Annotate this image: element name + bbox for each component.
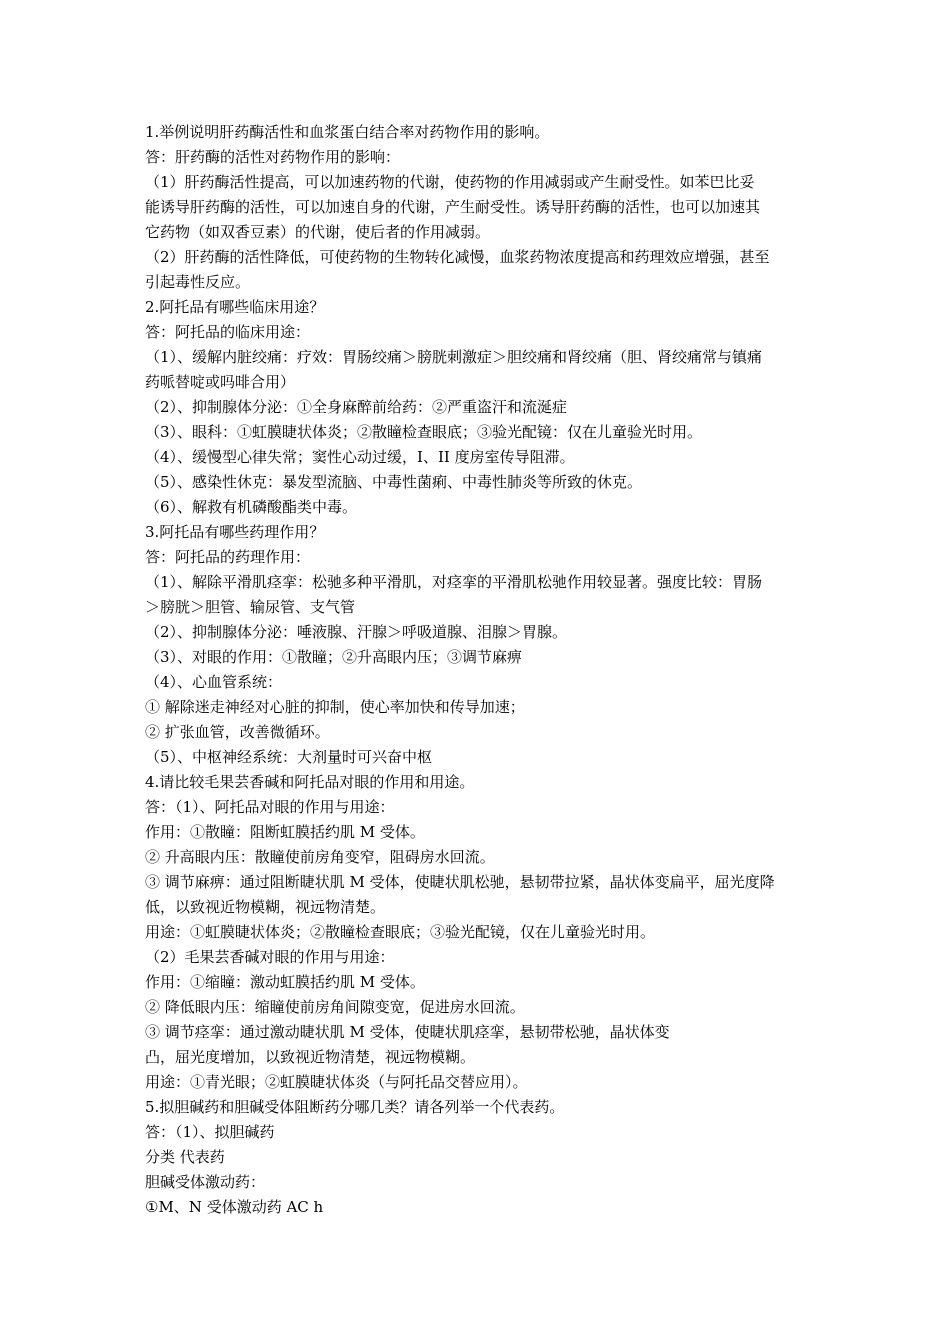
answer-line: （1）肝药酶活性提高，可以加速药物的代谢，使药物的作用减弱或产生耐受性。如苯巴比妥 — [145, 173, 755, 191]
answer-line: （1）、解除平滑肌痉挛：松驰多种平滑肌，对痉挛的平滑肌松驰作用较显著。强度比较：胃肠 — [145, 573, 763, 591]
answer-line: （2）毛果芸香碱对眼的作用与用途： — [145, 948, 395, 966]
answer-line: 能诱导肝药酶的活性，可以加速自身的代谢，产生耐受性。诱导肝药酶的活性，也可以加速其 — [145, 198, 761, 216]
question-1-title: 1.举例说明肝药酶活性和血浆蛋白结合率对药物作用的影响。 — [145, 123, 550, 141]
answer-line: 答：阿托品的药理作用： — [145, 548, 311, 566]
answer-line: （5）、感染性休克：暴发型流脑、中毒性菌痢、中毒性肺炎等所致的休克。 — [145, 473, 643, 491]
answer-line: （5）、中枢神经系统：大剂量时可兴奋中枢 — [145, 748, 433, 766]
answer-line: 作用：①散瞳：阻断虹膜括约肌 M 受体。 — [145, 823, 425, 841]
answer-line: 引起毒性反应。 — [145, 273, 251, 291]
answer-line: 用途：①青光眼；②虹膜睫状体炎（与阿托品交替应用）。 — [145, 1073, 528, 1091]
answer-line: （2）、抑制腺体分泌：唾液腺、汗腺＞呼吸道腺、泪腺＞胃腺。 — [145, 623, 568, 641]
answer-line: 胆碱受体激动药： — [145, 1173, 266, 1191]
question-5-title: 5.拟胆碱药和胆碱受体阻断药分哪几类？请各列举一个代表药。 — [145, 1098, 565, 1116]
answer-line: （2）肝药酶的活性降低，可使药物的生物转化减慢，血浆药物浓度提高和药理效应增强，甚至 — [145, 248, 770, 266]
answer-line: 用途：①虹膜睫状体炎；②散瞳检查眼底；③验光配镜，仅在儿童验光时用。 — [145, 923, 656, 941]
answer-line: ③ 调节麻痹：通过阻断睫状肌 M 受体，使睫状肌松驰，悬韧带拉紧，晶状体变扁平，屈光度降 — [145, 873, 775, 891]
answer-line: 凸，屈光度增加，以致视近物清楚，视远物模糊。 — [145, 1048, 476, 1066]
question-4-title: 4.请比较毛果芸香碱和阿托品对眼的作用和用途。 — [145, 773, 475, 791]
answer-line: 它药物（如双香豆素）的代谢，使后者的作用减弱。 — [145, 223, 491, 241]
answer-line: ＞膀胱＞胆管、输尿管、支气管 — [145, 598, 356, 616]
answer-line: ③ 调节痉挛：通过激动睫状肌 M 受体，使睫状肌痉挛，悬韧带松驰，晶状体变 — [145, 1023, 670, 1041]
answer-line: ② 扩张血管，改善微循环。 — [145, 723, 330, 741]
answer-line: 答：肝药酶的活性对药物作用的影响： — [145, 148, 401, 166]
answer-line: ①M、N 受体激动药 AC h — [145, 1198, 324, 1216]
answer-line: （2）、抑制腺体分泌：①全身麻醉前给药：②严重盗汗和流涎症 — [145, 398, 568, 416]
answer-line: ② 降低眼内压：缩瞳使前房角间隙变宽，促进房水回流。 — [145, 998, 525, 1016]
answer-line: ② 升高眼内压：散瞳使前房角变窄，阻碍房水回流。 — [145, 848, 495, 866]
answer-line: 低，以致视近物模糊，视远物清楚。 — [145, 898, 386, 916]
answer-line: （4）、心血管系统： — [145, 673, 283, 691]
answer-line: （3）、眼科：①虹膜睫状体炎；②散瞳检查眼底；③验光配镜：仅在儿童验光时用。 — [145, 423, 703, 441]
question-3-title: 3.阿托品有哪些药理作用？ — [145, 523, 325, 541]
answer-line: ① 解除迷走神经对心脏的抑制，使心率加快和传导加速； — [145, 698, 525, 716]
question-2-title: 2.阿托品有哪些临床用途？ — [145, 298, 325, 316]
answer-line: 作用：①缩瞳：激动虹膜括约肌 M 受体。 — [145, 973, 425, 991]
answer-line: （4）、缓慢型心律失常；窦性心动过缓，I、II 度房室传导阻滞。 — [145, 448, 575, 466]
answer-line: 答：（1）、拟胆碱药 — [145, 1123, 275, 1141]
answer-line: 药哌替啶或吗啡合用） — [145, 373, 296, 391]
answer-line: 答：（1）、阿托品对眼的作用与用途： — [145, 798, 395, 816]
answer-line: 答：阿托品的临床用途： — [145, 323, 311, 341]
answer-line: （1）、缓解内脏绞痛：疗效：胃肠绞痛＞膀胱刺激症＞胆绞痛和肾绞痛（胆、肾绞痛常与镇痛 — [145, 348, 763, 366]
answer-line: （6）、解救有机磷酸酯类中毒。 — [145, 498, 358, 516]
document-body — [145, 120, 810, 1220]
answer-line: 分类 代表药 — [145, 1148, 225, 1166]
answer-line: （3）、对眼的作用：①散瞳；②升高眼内压；③调节麻痹 — [145, 648, 523, 666]
